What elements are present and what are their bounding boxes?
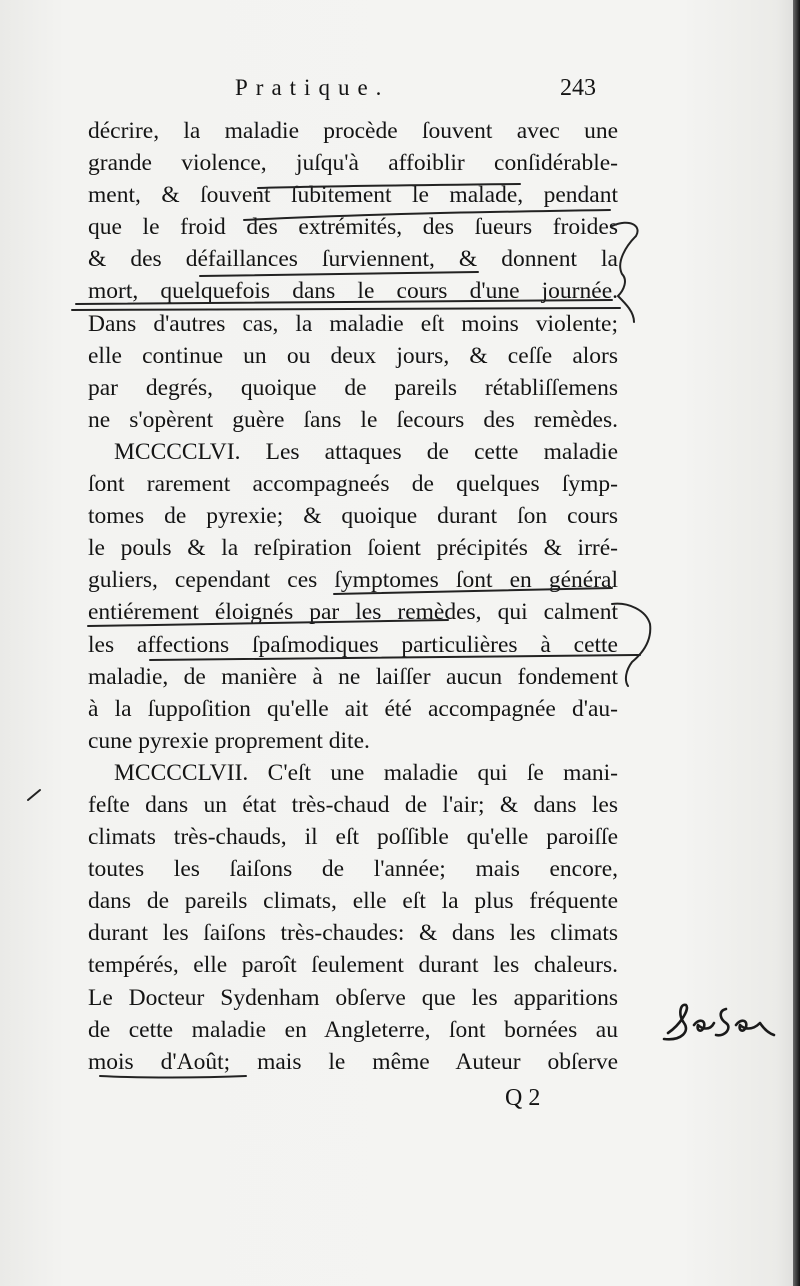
text-line: & des défaillances ſurviennent, & donnent la xyxy=(88,246,618,273)
text-line: mort, quelquefois dans le cours d'une journée. xyxy=(88,278,618,305)
text-line: le pouls & la reſpiration ſoient précipités & irré- xyxy=(88,535,618,562)
text-line: tempérés, elle paroît ſeulement durant les chaleurs. xyxy=(88,952,618,979)
text-line: les affections ſpaſmodiques particulières à cette xyxy=(88,631,618,658)
text-line: durant les ſaiſons très-chaudes: & dans les climats xyxy=(88,920,618,947)
text-line: grande violence, juſqu'à affoiblir conſidérable- xyxy=(88,150,618,177)
handwritten-signature xyxy=(660,995,780,1055)
catchword: Q 2 xyxy=(505,1085,541,1111)
text-line: que le froid des extrémités, des ſueurs froides xyxy=(88,214,618,241)
text-line: mois d'Août; mais le même Auteur obſerve xyxy=(88,1048,618,1075)
text-line: Dans d'autres cas, la maladie eſt moins violente; xyxy=(88,310,618,337)
text-line: toutes les ſaiſons de l'année; mais encore, xyxy=(88,856,618,883)
text-line: de cette maladie en Angleterre, ſont bornées au xyxy=(88,1016,618,1043)
text-line: ne s'opèrent guère ſans le ſecours des remèdes. xyxy=(88,406,618,433)
binding-edge xyxy=(793,0,800,1286)
text-line: ment, & ſouvent ſubitement le malade, pendant xyxy=(88,182,618,209)
text-line: à la ſuppoſition qu'elle ait été accompagnée d'au- xyxy=(88,695,618,722)
text-line: entiérement éloignés par les remèdes, qui calment xyxy=(88,599,618,626)
section-heading-line: MCCCCLVII. C'eſt une maladie qui ſe mani- xyxy=(114,759,618,786)
text-line: elle continue un ou deux jours, & ceſſe alors xyxy=(88,342,618,369)
text-line: ſont rarement accompagneés de quelques ſymp- xyxy=(88,471,618,498)
ink-tick-mark xyxy=(28,790,40,800)
text-line: climats très-chauds, il eſt poſſible qu'elle paroiſſe xyxy=(88,824,618,851)
text-line: cune pyrexie proprement dite. xyxy=(88,727,370,754)
running-head: Pratique. xyxy=(235,75,390,100)
text-line: décrire, la maladie procède ſouvent avec une xyxy=(88,118,618,144)
text-line: tomes de pyrexie; & quoique durant ſon cours xyxy=(88,503,618,530)
body-text xyxy=(88,115,618,1078)
text-line: guliers, cependant ces ſymptomes ſont en général xyxy=(88,567,618,594)
text-line: maladie, de manière à ne laiſſer aucun fondement xyxy=(88,663,618,690)
text-line: Le Docteur Sydenham obſerve que les apparitions xyxy=(88,984,618,1011)
text-line: dans de pareils climats, elle eſt la plus fréquente xyxy=(88,888,618,915)
text-line: feſte dans un état très-chaud de l'air; & dans les xyxy=(88,791,618,818)
section-heading-line: MCCCCLVI. Les attaques de cette maladie xyxy=(114,438,618,465)
text-line: par degrés, quoique de pareils rétabliſſemens xyxy=(88,374,618,401)
page-number: 243 xyxy=(560,75,596,101)
